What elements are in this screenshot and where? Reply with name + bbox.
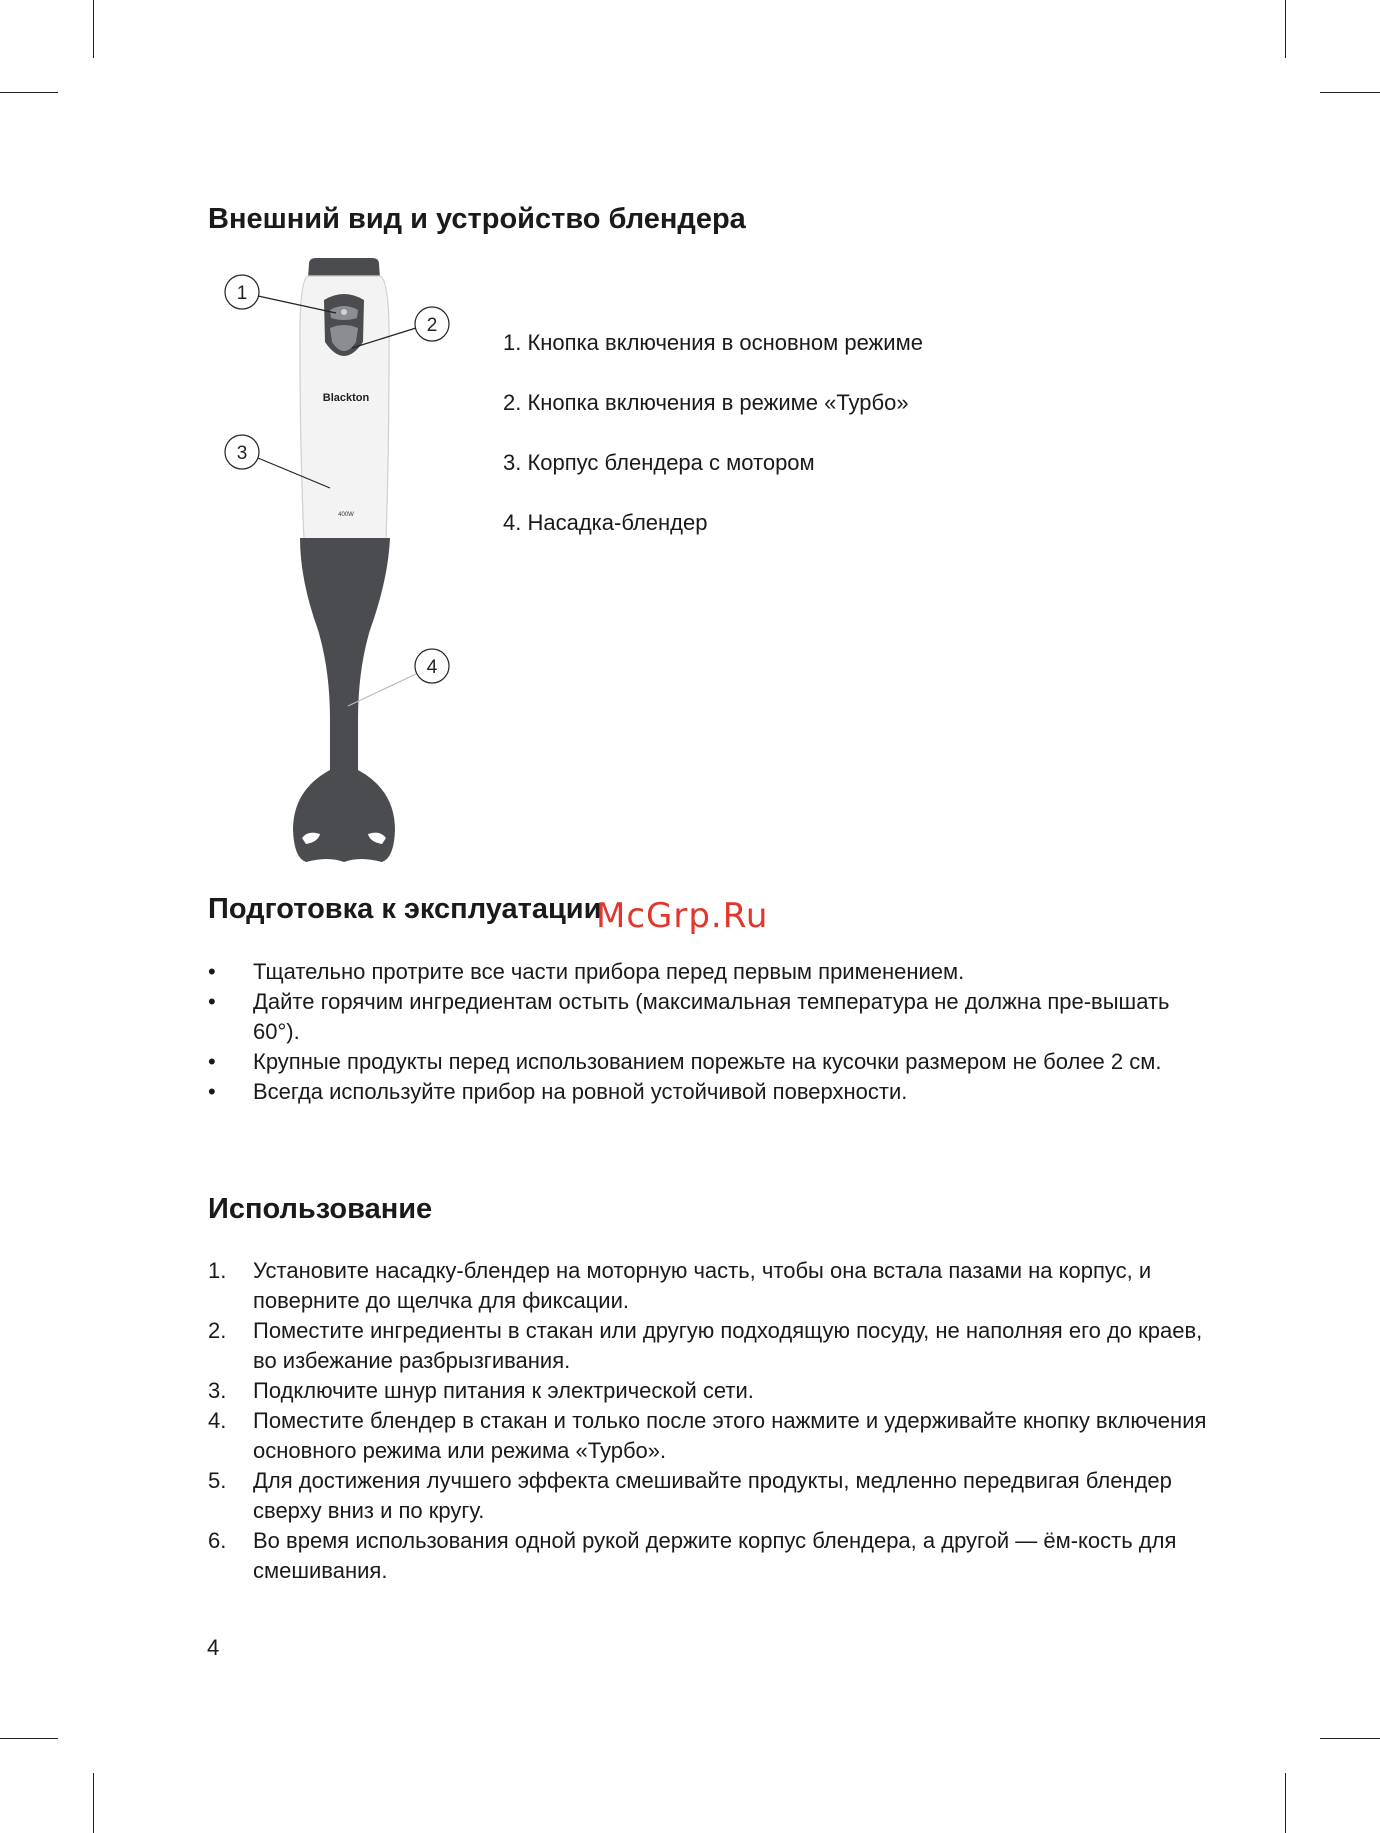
list-item-text: Тщательно протрите все части прибора перед первым применением. <box>253 959 965 984</box>
blender-head <box>308 258 380 278</box>
step-item <box>208 1376 1208 1406</box>
list-item-text: Всегда используйте прибор на ровной устойчивой поверхности. <box>253 1079 908 1104</box>
callout-3-label: 3 <box>236 443 248 464</box>
usage-steps <box>208 1256 1208 1586</box>
list-item <box>208 1047 1208 1077</box>
step-item <box>208 1316 1208 1376</box>
callout-1-label: 1 <box>236 283 248 304</box>
bullet: • <box>208 959 216 984</box>
step-item <box>208 1406 1208 1466</box>
crop-mark <box>1320 92 1380 93</box>
step-number: 1. <box>208 1258 227 1283</box>
parts-list <box>503 328 1103 568</box>
preparation-list <box>208 957 1208 1107</box>
step-text: Для достижения лучшего эффекта смешивайте продукты, медленно передвигая блендер сверху вниз и по кругу. <box>253 1468 1172 1523</box>
part-item: 4. Насадка-блендер <box>503 510 708 535</box>
part-item: 2. Кнопка включения в режиме «Турбо» <box>503 390 909 415</box>
step-text: Подключите шнур питания к электрической сети. <box>253 1378 754 1403</box>
step-number: 2. <box>208 1318 227 1343</box>
step-text: Установите насадку-блендер на моторную часть, чтобы она встала пазами на корпус, и поверните до щелчка для фиксации. <box>253 1258 1152 1313</box>
step-number: 4. <box>208 1408 227 1433</box>
crop-mark <box>0 1738 58 1739</box>
crop-mark <box>1285 1773 1286 1833</box>
step-number: 5. <box>208 1468 227 1493</box>
crop-mark <box>0 92 58 93</box>
callout-4-label: 4 <box>426 657 438 678</box>
power-label: 400W <box>338 512 354 518</box>
step-text: Поместите блендер в стакан и только после этого нажмите и удерживайте кнопку включения основного режима или режима «Турбо». <box>253 1408 1207 1463</box>
power-button-dot <box>341 309 347 315</box>
list-item <box>208 957 1208 987</box>
page-number: 4 <box>207 1635 220 1660</box>
section-title-usage: Использование <box>208 1193 433 1225</box>
crop-mark <box>1320 1738 1380 1739</box>
step-item <box>208 1466 1208 1526</box>
part-item: 1. Кнопка включения в основном режиме <box>503 330 923 355</box>
crop-mark <box>93 1773 94 1833</box>
step-number: 3. <box>208 1378 227 1403</box>
bullet: • <box>208 989 216 1014</box>
watermark: McGrp.Ru <box>596 896 769 936</box>
bullet: • <box>208 1079 216 1104</box>
blender-illustration <box>220 250 520 880</box>
list-item-text: Дайте горячим ингредиентам остыть (максимальная температура не должна пре-вышать 60°). <box>253 989 1170 1044</box>
callout-2-label: 2 <box>426 315 438 336</box>
step-item <box>208 1526 1208 1586</box>
step-number: 6. <box>208 1528 227 1553</box>
bullet: • <box>208 1049 216 1074</box>
list-item <box>208 987 1208 1047</box>
brand-label: Blackton <box>322 392 370 404</box>
step-text: Во время использования одной рукой держите корпус блендера, а другой — ём-кость для смешивания. <box>253 1528 1177 1583</box>
crop-mark <box>93 0 94 58</box>
list-item-text: Крупные продукты перед использованием порежьте на кусочки размером не более 2 см. <box>253 1049 1162 1074</box>
part-item: 3. Корпус блендера с мотором <box>503 450 815 475</box>
crop-mark <box>1285 0 1286 58</box>
section-title-preparation: Подготовка к эксплуатации <box>208 893 602 925</box>
list-item <box>208 1077 1208 1107</box>
section-title-appearance: Внешний вид и устройство блендера <box>208 203 746 235</box>
step-item <box>208 1256 1208 1316</box>
blender-shaft <box>293 538 395 862</box>
step-text: Поместите ингредиенты в стакан или другую подходящую посуду, не наполняя его до краев, во избежание разбрызгивания. <box>253 1318 1203 1373</box>
